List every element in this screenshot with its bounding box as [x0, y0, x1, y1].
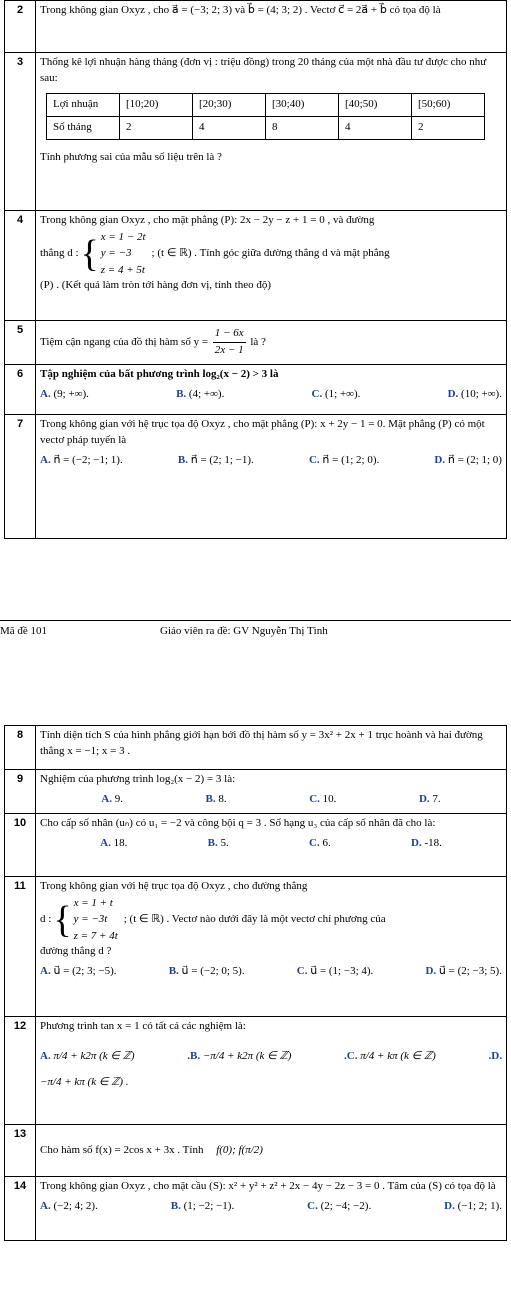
- option-d-label[interactable]: .D.: [488, 1049, 502, 1062]
- question-text: Trong không gian với hệ trục tọa độ Oxyz , cho đường thẳng: [40, 880, 308, 892]
- option-d[interactable]: D. n⃗ = (2; 1; 0): [434, 453, 502, 466]
- answer-options: [40, 836, 502, 852]
- answer-options: [40, 1199, 502, 1215]
- question-row: [5, 877, 507, 1017]
- page-footer: [0, 620, 511, 637]
- option-a[interactable]: A. u⃗ = (2; 3; −5).: [40, 965, 117, 978]
- question-text: Trong không gian Oxyz , cho mặt phẳng (P): 2x − 2y − z + 1 = 0 , và đường: [40, 214, 375, 226]
- question-row: [5, 211, 507, 321]
- question-number: 10: [5, 814, 36, 877]
- table-cell: 8: [266, 116, 339, 139]
- option-a[interactable]: A. (−2; 4; 2).: [40, 1199, 98, 1212]
- option-c[interactable]: C. (1; +∞).: [311, 387, 361, 400]
- option-a[interactable]: A. 18.: [100, 836, 128, 849]
- question-text: là ?: [250, 336, 266, 349]
- equation-line: z = 7 + 4t: [73, 929, 118, 942]
- table-cell: [20;30): [193, 93, 266, 116]
- question-text: Trong không gian với hệ trục tọa độ Oxyz , cho mặt phẳng (P): x + 2y − 1 = 0. Mặt phẳng (P) có một vectơ pháp tuyến là: [40, 418, 485, 446]
- question-number: 8: [5, 726, 36, 770]
- option-a[interactable]: A. π/4 + k2π (k ∈ ℤ): [40, 1049, 135, 1062]
- table-cell: 2: [412, 116, 485, 139]
- option-d[interactable]: D. u⃗ = (2; −3; 5).: [425, 965, 502, 978]
- profit-table: [46, 93, 485, 140]
- question-row: [5, 321, 507, 365]
- table-cell: 4: [339, 116, 412, 139]
- equation-line: x = 1 − 2t: [100, 230, 146, 243]
- question-text: Tiệm cận ngang của đồ thị hàm số y =: [40, 336, 209, 349]
- option-b[interactable]: B. n⃗ = (2; 1; −1).: [177, 453, 254, 466]
- question-text: Trong không gian Oxyz , cho mặt cầu (S): x² + y² + z² + 2x − 4y − 2z − 3 = 0 . Tâm của (S) có tọa độ là: [40, 1180, 496, 1192]
- answer-options: [40, 964, 502, 980]
- question-row: [5, 1177, 507, 1241]
- question-text: đường thẳng d ?: [40, 945, 112, 958]
- question-number: 2: [5, 1, 36, 53]
- question-text: ; (t ∈ ℝ) . Vectơ nào dưới đây là một vectơ chỉ phương của: [123, 912, 386, 925]
- option-b[interactable]: B. 5.: [207, 836, 229, 849]
- question-table-2: [4, 725, 507, 1241]
- exam-page-1: [0, 0, 511, 539]
- question-text: Phương trình tan x = 1 có tất cả các nghiệm là:: [40, 1020, 246, 1032]
- table-cell: [30;40): [266, 93, 339, 116]
- table-cell: Số tháng: [47, 116, 120, 139]
- equation-system: [79, 229, 146, 279]
- option-c[interactable]: C. 6.: [309, 836, 331, 849]
- question-number: 9: [5, 770, 36, 814]
- option-b[interactable]: B. u⃗ = (−2; 0; 5).: [168, 965, 245, 978]
- table-cell: 4: [193, 116, 266, 139]
- option-c[interactable]: C. n⃗ = (1; 2; 0).: [308, 453, 380, 466]
- question-row: [5, 726, 507, 770]
- option-c[interactable]: C. (2; −4; −2).: [307, 1199, 372, 1212]
- profit-table-row: [47, 116, 485, 139]
- profit-table-header: [47, 93, 485, 116]
- brace-icon: {: [53, 898, 72, 941]
- table-cell: 2: [120, 116, 193, 139]
- question-text: Cho cấp số nhân (uₙ) có u₁ = −2 và công bội q = 3 . Số hạng u₃ của cấp số nhân đã cho là:: [40, 817, 436, 829]
- question-text: ; (t ∈ ℝ) . Tính góc giữa đường thẳng d và mặt phẳng: [151, 246, 390, 259]
- table-cell: [50;60): [412, 93, 485, 116]
- equation-line: y = −3: [100, 247, 132, 260]
- equation-line: y = −3t: [73, 913, 108, 926]
- question-number: 7: [5, 415, 36, 539]
- question-row: [5, 1, 507, 53]
- denominator: 2x − 1: [214, 344, 244, 356]
- question-row: [5, 415, 507, 539]
- brace-icon: {: [80, 232, 99, 275]
- option-a[interactable]: A. n⃗ = (−2; −1; 1).: [40, 453, 123, 466]
- question-row: [5, 1017, 507, 1125]
- question-number: 13: [5, 1125, 36, 1177]
- question-number: 6: [5, 365, 36, 415]
- table-cell: Lợi nhuận: [47, 93, 120, 116]
- option-d[interactable]: −π/4 + kπ (k ∈ ℤ) .: [40, 1075, 129, 1088]
- equation-line: x = 1 + t: [73, 896, 113, 909]
- question-number: 14: [5, 1177, 36, 1241]
- answer-options: [40, 792, 502, 808]
- question-text: Thống kê lợi nhuận hàng tháng (đơn vị : triệu đồng) trong 20 tháng của một nhà đầu tư được cho như sau:: [40, 56, 487, 84]
- question-text: Tập nghiệm của bất phương trình log₂(x − 2) > 3 là: [40, 368, 279, 380]
- answer-options: [40, 1049, 502, 1065]
- question-text: Nghiệm của phương trình log₂(x − 2) = 3 là:: [40, 773, 236, 785]
- option-d[interactable]: D. (10; +∞).: [447, 387, 502, 400]
- numerator: 1 − 6x: [213, 326, 246, 343]
- question-number: 11: [5, 877, 36, 1017]
- option-d[interactable]: D. (−1; 2; 1).: [444, 1199, 502, 1212]
- question-text: (P) . (Kết quả làm tròn tới hàng đơn vị, tính theo độ): [40, 279, 271, 292]
- question-row: [5, 365, 507, 415]
- option-d[interactable]: D. -18.: [410, 836, 442, 849]
- option-b[interactable]: B. (4; +∞).: [176, 387, 225, 400]
- question-text: Tính diện tích S của hình phẳng giới hạn bởi đồ thị hàm số y = 3x² + 2x + 1 trục hoành và hai đường thẳng x = −1; x = 3 .: [36, 726, 507, 770]
- question-number: 12: [5, 1017, 36, 1125]
- question-row: [5, 53, 507, 211]
- option-b[interactable]: B. (1; −2; −1).: [170, 1199, 235, 1212]
- equation-line: z = 4 + 5t: [100, 263, 145, 276]
- exam-page-2: [0, 725, 511, 1241]
- question-row: [5, 770, 507, 814]
- question-text: Trong không gian Oxyz , cho a⃗ = (−3; 2; 3) và b⃗ = (4; 3; 2) . Vectơ c⃗ = 2a⃗ + b⃗ có tọa độ là: [36, 1, 507, 53]
- question-text: Cho hàm số f(x) = 2cos x + 3x . Tính: [40, 1143, 204, 1156]
- question-row: [5, 1125, 507, 1177]
- option-c[interactable]: C. u⃗ = (1; −3; 4).: [296, 965, 374, 978]
- fraction: [213, 326, 246, 359]
- option-b[interactable]: .B. −π/4 + k2π (k ∈ ℤ): [187, 1049, 292, 1062]
- equation-system: [51, 895, 117, 945]
- option-b[interactable]: B. 8.: [205, 792, 227, 805]
- teacher-name: Giáo viên ra đề: GV Nguyễn Thị Tình: [160, 625, 328, 637]
- question-expression: f(0); f(π/2): [216, 1143, 263, 1156]
- option-a[interactable]: A. (9; +∞).: [40, 387, 89, 400]
- option-c[interactable]: .C. π/4 + kπ (k ∈ ℤ): [344, 1049, 436, 1062]
- question-row: [5, 814, 507, 877]
- question-number: 4: [5, 211, 36, 321]
- option-d[interactable]: D. 7.: [418, 792, 441, 805]
- question-number: 5: [5, 321, 36, 365]
- question-number: 3: [5, 53, 36, 211]
- answer-options: [40, 453, 502, 469]
- question-ask: Tính phương sai của mẫu số liệu trên là ?: [40, 150, 222, 163]
- exam-code: Mã đề 101: [0, 625, 48, 637]
- answer-options: [40, 387, 502, 403]
- question-table-1: [4, 0, 507, 539]
- line-label: d :: [40, 912, 52, 925]
- table-cell: [10;20): [120, 93, 193, 116]
- option-a[interactable]: A. 9.: [101, 792, 123, 805]
- line-label: thẳng d :: [40, 246, 79, 259]
- option-c[interactable]: C. 10.: [309, 792, 337, 805]
- table-cell: [40;50): [339, 93, 412, 116]
